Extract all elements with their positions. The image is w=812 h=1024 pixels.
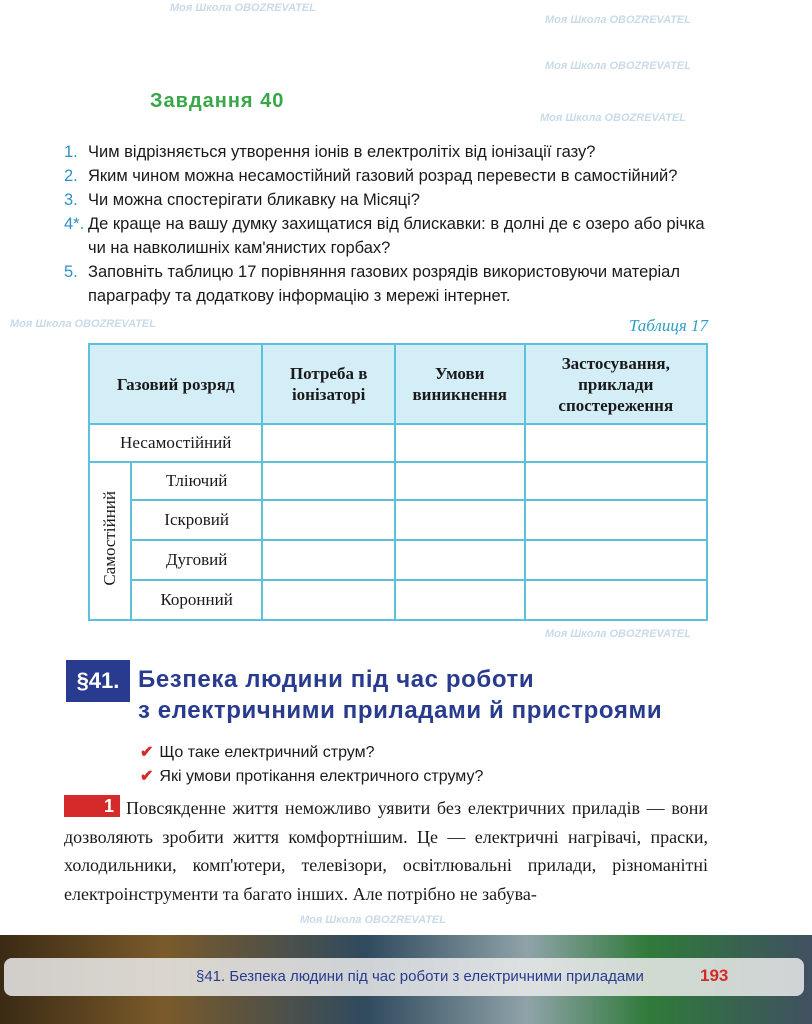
row-label: Несамостійний [89, 424, 262, 462]
watermark: Моя Школа OBOZREVATEL [545, 60, 691, 72]
empty-cell[interactable] [262, 500, 394, 540]
question-text: Чи можна спостерігати бликавку на Місяці? [88, 191, 420, 209]
table-caption: Таблиця 17 [628, 316, 708, 335]
watermark: Моя Школа OBOZREVATEL [540, 112, 686, 124]
group-label-cell [89, 462, 131, 620]
empty-cell[interactable] [262, 540, 394, 580]
watermark: Моя Школа OBOZREVATEL [10, 318, 156, 330]
gas-discharge-table [88, 343, 708, 621]
table-header-row [89, 344, 707, 424]
empty-cell[interactable] [525, 540, 707, 580]
empty-cell[interactable] [525, 500, 707, 540]
empty-cell[interactable] [525, 580, 707, 620]
question-5 [64, 260, 680, 284]
check-item [140, 766, 483, 786]
checkmark-icon: ✔ [140, 744, 154, 761]
question-5-cont: параграфу та додаткову інформацію з мережі інтернет. [88, 287, 511, 305]
question-text: Яким чином можна несамостійний газовий розрад перевести в самостійний? [88, 167, 678, 185]
watermark: Моя Школа OBOZREVATEL [300, 914, 446, 926]
header-cell: Газовий розряд [89, 344, 262, 424]
empty-cell[interactable] [525, 462, 707, 500]
page-number: 193 [700, 966, 729, 985]
question-number: 2. [64, 167, 78, 185]
question-text: Заповніть таблицю 17 порівняння газових розрядів використовуючи матеріал [88, 263, 680, 281]
section-title [138, 664, 662, 726]
empty-cell[interactable] [395, 424, 525, 462]
running-title: §41. Безпека людини під час роботи з електричними приладами [196, 968, 644, 985]
watermark: Моя Школа OBOZREVATEL [170, 2, 316, 14]
section-badge: §41. [66, 660, 130, 702]
section-title-line: Безпека людини під час роботи [138, 666, 535, 693]
check-text: Які умови протікання електричного струму? [159, 768, 484, 785]
section-title-line: з електричними приладами й пристроями [138, 697, 663, 724]
watermark: Моя Школа OBOZREVATEL [545, 628, 691, 640]
empty-cell[interactable] [262, 462, 394, 500]
question-4 [64, 212, 705, 236]
paragraph-number-badge: 1 [64, 795, 120, 817]
checkmark-icon: ✔ [140, 768, 154, 785]
row-label: Іскровий [131, 500, 263, 540]
check-text: Що таке електричний струм? [159, 744, 375, 761]
question-3 [64, 188, 420, 212]
row-label: Дуговий [131, 540, 263, 580]
empty-cell[interactable] [262, 580, 394, 620]
paragraph [64, 794, 708, 908]
empty-cell[interactable] [395, 540, 525, 580]
check-item [140, 742, 375, 762]
empty-cell[interactable] [395, 500, 525, 540]
header-cell: Потреба в іонізаторі [262, 344, 394, 424]
table-row [89, 580, 707, 620]
question-1 [64, 140, 595, 164]
task-title: Завдання 40 [150, 90, 285, 112]
empty-cell[interactable] [262, 424, 394, 462]
header-cell: Умови виникнення [395, 344, 525, 424]
table-row [89, 462, 707, 500]
empty-cell[interactable] [395, 462, 525, 500]
question-2 [64, 164, 677, 188]
table-row [89, 500, 707, 540]
watermark: Моя Школа OBOZREVATEL [545, 14, 691, 26]
paragraph-text: Повсякденне життя неможливо уявити без електричних приладів — вони дозволяють зробити життя комфортнішим. Це — електричні нагрівачі, праски, холодильники, комп'ютери, телевізори, освітлювальні прилади, різноманітні електроінструменти та багато інших. Але потрібно не забува- [64, 798, 708, 904]
question-number: 4*. [64, 215, 85, 233]
empty-cell[interactable] [525, 424, 707, 462]
question-text: Чим відрізняється утворення іонів в електролітіх від іонізації газу? [88, 143, 596, 161]
table-row [89, 424, 707, 462]
question-number: 1. [64, 143, 78, 161]
header-cell: Застосування, приклади спостереження [525, 344, 707, 424]
question-number: 3. [64, 191, 78, 209]
group-label: Самостійний [99, 491, 119, 586]
question-number: 5. [64, 263, 78, 281]
empty-cell[interactable] [395, 580, 525, 620]
row-label: Коронний [131, 580, 263, 620]
row-label: Тліючий [131, 462, 263, 500]
question-4-cont: чи на навколишніх кам'янистих горбах? [88, 239, 391, 257]
question-text: Де краще на вашу думку захищатися від блискавки: в долні де є озеро або річка [88, 215, 705, 233]
table-row [89, 540, 707, 580]
